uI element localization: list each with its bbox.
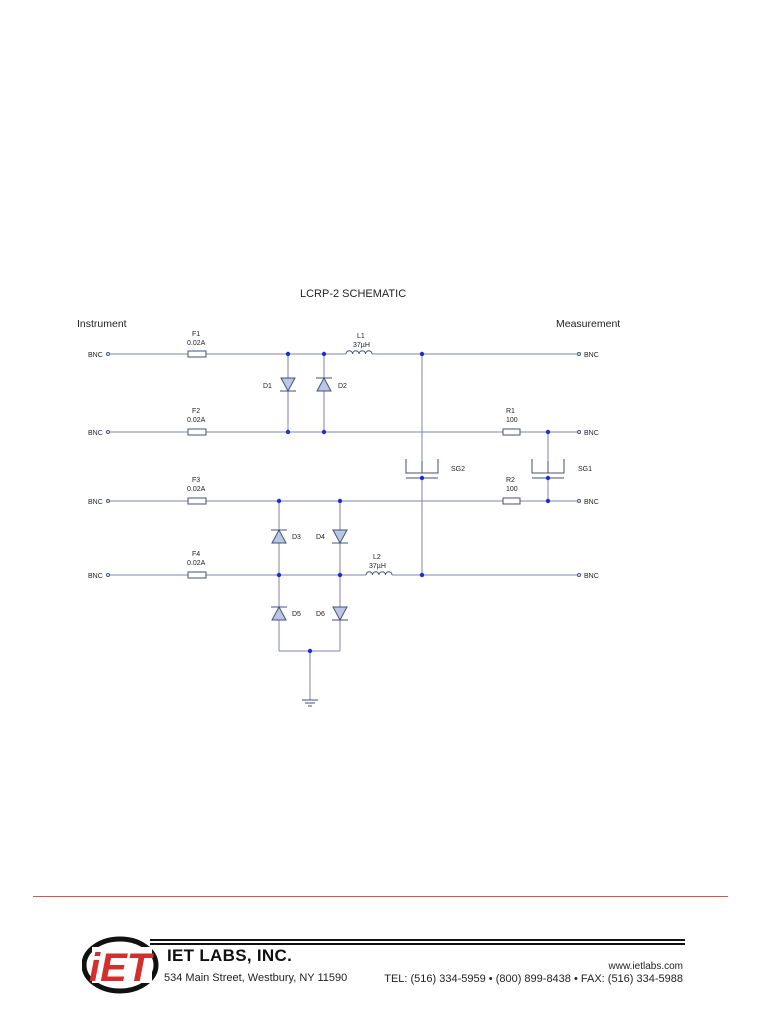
inductor-l2 [366, 554, 392, 575]
bnc-label-out-2: BNC [584, 430, 599, 437]
diode-d1 [263, 378, 296, 391]
iet-logo-text: iET [89, 946, 152, 990]
left-bnc-connectors [88, 352, 110, 580]
ground-symbol [302, 700, 318, 706]
resistor-r2 [503, 477, 520, 504]
measurement-label: Measurement [556, 318, 621, 330]
diode-d1-label: D1 [263, 383, 272, 390]
junction-dots [277, 352, 550, 653]
company-address: 534 Main Street, Westbury, NY 11590 [164, 972, 348, 984]
wires [110, 354, 577, 700]
bnc-label-in-1: BNC [88, 352, 103, 359]
fuse-f1 [187, 331, 206, 357]
resistor-r1-name: R1 [506, 408, 515, 415]
fuse-f3-name: F3 [192, 477, 201, 484]
fuse-f1-value: 0.02A [187, 340, 206, 347]
company-website: www.ietlabs.com [608, 961, 683, 972]
bnc-label-out-3: BNC [584, 499, 599, 506]
diode-d4 [316, 530, 348, 543]
instrument-label: Instrument [77, 318, 127, 330]
inductor-l1-value: 37µH [353, 342, 370, 349]
fuse-f3 [187, 477, 206, 504]
inductor-l1-name: L1 [357, 333, 365, 340]
company-name: IET LABS, INC. [167, 946, 293, 965]
diode-d6 [316, 607, 348, 620]
bnc-label-in-4: BNC [88, 573, 103, 580]
fuse-f4-value: 0.02A [187, 560, 206, 567]
bnc-label-in-2: BNC [88, 430, 103, 437]
diode-d3-label: D3 [292, 534, 301, 541]
fuse-f1-name: F1 [192, 331, 201, 338]
schematic-title: LCRP-2 SCHEMATIC [300, 288, 407, 300]
diode-d5 [271, 607, 301, 620]
resistor-r2-value: 100 [506, 486, 518, 493]
resistor-r1-value: 100 [506, 417, 518, 424]
bnc-label-out-1: BNC [584, 352, 599, 359]
resistor-r2-name: R2 [506, 477, 515, 484]
resistor-r1 [503, 408, 520, 435]
inductor-l2-name: L2 [373, 554, 381, 561]
diode-d6-label: D6 [316, 611, 325, 618]
fuse-f4 [187, 551, 206, 578]
inductor-l1 [346, 333, 372, 354]
spark-gap-sg1 [532, 459, 592, 478]
diode-d4-label: D4 [316, 534, 325, 541]
diode-d3 [271, 530, 301, 543]
fuse-f2-value: 0.02A [187, 417, 206, 424]
spark-gap-sg2-label: SG2 [451, 466, 466, 473]
bnc-label-in-3: BNC [88, 499, 103, 506]
footer-divider [33, 896, 728, 897]
spark-gap-sg1-label: SG1 [578, 466, 593, 473]
bnc-label-out-4: BNC [584, 573, 599, 580]
diode-d2 [316, 378, 347, 391]
inductor-l2-value: 37µH [369, 563, 386, 570]
fuse-f3-value: 0.02A [187, 486, 206, 493]
fuse-f2 [187, 408, 206, 435]
diode-d2-label: D2 [338, 383, 347, 390]
fuse-f2-name: F2 [192, 408, 201, 415]
spark-gap-sg2 [406, 459, 465, 478]
fuse-f4-name: F4 [192, 551, 201, 558]
company-phone: TEL: (516) 334-5959 • (800) 899-8438 • FAX: (516) 334-5988 [384, 973, 683, 985]
diode-d5-label: D5 [292, 611, 301, 618]
